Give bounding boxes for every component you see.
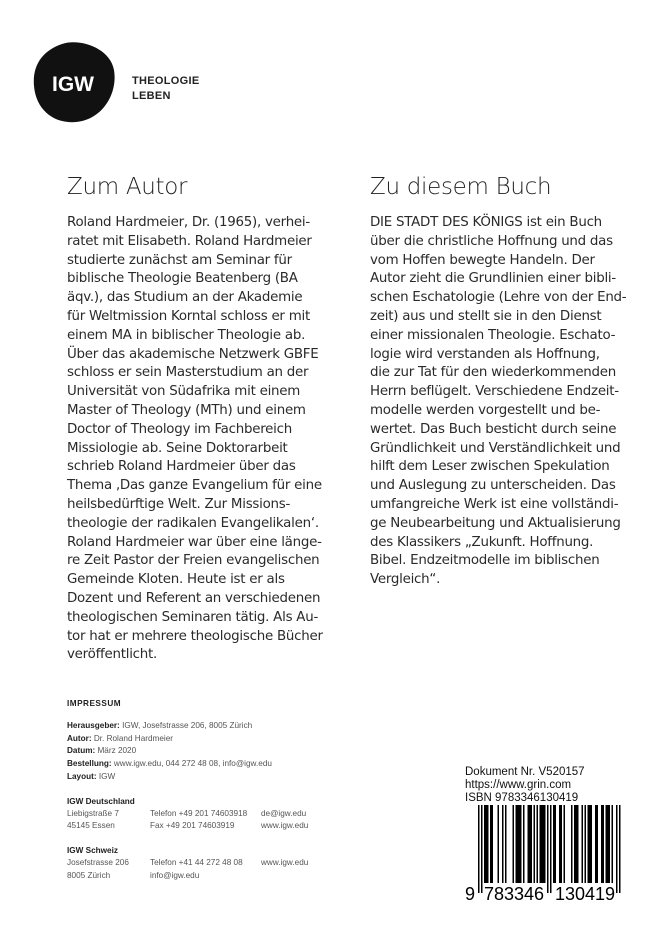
office-detail: www.igw.edu (261, 821, 309, 831)
document-info (465, 766, 585, 805)
barcode-bar (601, 805, 603, 883)
impressum-label: Datum: (67, 746, 96, 756)
barcode-bar (591, 805, 593, 883)
barcode-bar (487, 805, 489, 883)
office-details (67, 857, 308, 883)
text-line: und Auslegung zu unterscheiden. Das (370, 478, 616, 494)
about-book-section (370, 173, 626, 590)
impressum-value: Dr. Roland Hardmeier (93, 733, 174, 743)
barcode-bar (582, 805, 584, 883)
barcode-bar (589, 805, 591, 883)
text-line: für Weltmission Korntal schloss er mit (67, 308, 310, 324)
text-line: Roland Hardmeier, Dr. (1965), verhei- (67, 215, 310, 230)
text-line: heilsbedürftige Welt. Zur Missions- (67, 496, 291, 512)
barcode-bar (540, 805, 542, 883)
isbn-barcode (478, 805, 622, 893)
barcode-bar (492, 805, 494, 883)
barcode-bar (616, 805, 618, 893)
text-line: Universität von Südafrika mit einem (67, 384, 301, 400)
barcode-bar (564, 805, 566, 883)
impressum (67, 699, 308, 883)
office-detail: Telefon +49 201 74603918 (150, 808, 248, 818)
impressum-row (67, 771, 308, 784)
impressum-label: Bestellung: (67, 759, 112, 769)
impressum-label: Layout: (67, 771, 97, 781)
office-detail: info@igw.edu (150, 870, 200, 880)
barcode-bar (544, 805, 546, 883)
barcode-digits-left: 783346 (484, 884, 545, 904)
barcode-bar (519, 805, 521, 883)
barcode-bar (574, 805, 576, 883)
office-details (67, 808, 308, 834)
barcode-bar (537, 805, 539, 883)
text-line: tor hat er mehrere theologische Bücher (67, 628, 323, 644)
text-line: modelle werden vorgestellt und be- (370, 402, 601, 418)
office-detail: de@igw.edu (261, 808, 307, 818)
barcode-bar (505, 805, 507, 883)
text-line: äqv.), das Studium an der Akademie (67, 290, 303, 306)
barcode-bar (609, 805, 611, 883)
barcode-bar (585, 805, 587, 883)
barcode-bar (516, 805, 518, 883)
text-line: biblische Theologie Beatenberg (BA (67, 271, 298, 287)
impressum-value: IGW (98, 771, 116, 781)
text-line: logie wird verstanden als Hoffnung, (370, 346, 600, 362)
text-line: theologischen Seminaren tätig. Als Au- (67, 609, 319, 625)
barcode-bar (571, 805, 573, 883)
office-name: IGW Schweiz (67, 846, 118, 856)
text-line: veröffentlicht. (67, 647, 158, 663)
text-line: wertet. Das Buch besticht durch seine (370, 421, 617, 437)
barcode-bar (478, 805, 480, 893)
barcode-bar (606, 805, 608, 883)
barcode-bar (559, 805, 561, 883)
text-line: die zur Tat für den wiederkommenden (370, 365, 617, 381)
barcode-bar (576, 805, 578, 883)
impressum-row (67, 745, 308, 758)
impressum-label: Herausgeber: (67, 721, 120, 730)
barcode-bar (588, 805, 590, 883)
barcode-bar (612, 805, 614, 883)
text-line: über die christliche Hoffnung und das (370, 233, 613, 249)
barcode-bar (553, 805, 555, 883)
barcode-bar (528, 805, 530, 883)
barcode-bar (577, 805, 579, 883)
text-line: Bibel. Endzeitmodelle im biblischen (370, 553, 600, 569)
text-line: einer missionalen Theologie. Eschato- (370, 327, 616, 343)
about-author-section (67, 173, 323, 665)
barcode-bar (498, 805, 500, 883)
text-line: schloss er sein Masterstudium an der (67, 365, 309, 381)
text-line: Doctor of Theology im Fachbereich (67, 421, 292, 437)
office-detail: www.igw.edu (261, 858, 309, 868)
barcode-bar (541, 805, 543, 883)
barcode-bar (529, 805, 531, 883)
text-line: zeit) aus und stellt sie in den Dienst (370, 308, 602, 324)
barcode-bar (520, 805, 522, 883)
text-line: Gemeinde Kloten. Heute ist er als (67, 572, 285, 588)
barcode-bar (484, 805, 486, 883)
text-line: Dozent und Referent an verschiedenen (67, 590, 321, 606)
text-line: schen Eschatologie (Lehre von der End- (370, 290, 627, 306)
tagline-line: LEBEN (132, 90, 171, 102)
text-line: re Zeit Pastor der Freien evangelischen (67, 553, 320, 569)
impressum-row (67, 758, 308, 771)
barcode-bar (597, 805, 599, 883)
text-line: Herrn beflügelt. Verschiedene Endzeit- (370, 384, 619, 400)
office-detail: Josefstrasse 206 (67, 858, 129, 868)
about-book-text (370, 214, 626, 590)
impressum-value: IGW, Josefstrasse 206, 8005 Zürich (122, 721, 253, 730)
office-detail: Liebigstraße 7 (67, 808, 119, 818)
text-line: Vergleich“. (370, 572, 441, 588)
barcode-bar (619, 805, 621, 893)
barcode-bar (490, 805, 492, 883)
office-detail (261, 870, 308, 883)
barcode-bar (595, 805, 597, 883)
barcode-bar (486, 805, 488, 883)
office-detail: 45145 Essen (67, 821, 115, 831)
about-author-text (67, 214, 323, 665)
barcode-bar (550, 805, 552, 893)
text-line: einem MA in biblischer Theologie ab. (67, 327, 306, 343)
impressum-label: Autor: (67, 733, 92, 743)
impressum-value: März 2020 (97, 746, 137, 756)
office-detail: 8005 Zürich (67, 870, 111, 880)
text-line: Roland Hardmeier war über eine länge- (67, 534, 322, 550)
document-number: Dokument Nr. V520157 (465, 766, 585, 778)
text-line: des Klassikers „Zukunft. Hoffnung. (370, 534, 594, 550)
barcode-digits-right: 130419 (555, 884, 616, 904)
barcode-bar (547, 805, 549, 893)
text-line: umfangreiche Werk ist eine vollständi- (370, 496, 619, 512)
impressum-row (67, 720, 308, 733)
text-line: vom Hoffen bewegte Handeln. Der (370, 252, 595, 268)
about-author-heading: Zum Autor (67, 174, 188, 200)
text-line: DIE STADT DES KÖNIGS ist ein Buch (370, 215, 602, 230)
office-name: IGW Deutschland (67, 796, 135, 806)
impressum-row (67, 733, 308, 746)
igw-logo-icon (32, 40, 116, 124)
text-line: Über das akademische Netzwerk GBFE (67, 346, 319, 362)
barcode-bar (531, 805, 533, 883)
impressum-title: IMPRESSUM (67, 699, 122, 708)
publisher-url: https://www.grin.com (465, 779, 572, 791)
text-line: ge Neubearbeitung und Aktualisierung (370, 515, 621, 531)
barcode-bar (534, 805, 536, 883)
impressum-value: www.igw.edu, 044 272 48 08, info@igw.edu (113, 759, 272, 769)
barcode-bar (502, 805, 504, 883)
barcode-bar (555, 805, 557, 883)
text-line: Autor zieht die Grundlinien einer bibli- (370, 271, 616, 287)
text-line: Missiologie ab. Seine Doktorarbeit (67, 440, 288, 456)
svg-text:IGW: IGW (52, 73, 94, 96)
isbn: ISBN 9783346130419 (465, 792, 579, 804)
text-line: theologie der radikalen Evangelikalen‘. (67, 515, 319, 531)
about-book-heading: Zu diesem Buch (370, 174, 552, 200)
text-line: Thema ‚Das ganze Evangelium für eine (67, 478, 322, 494)
barcode-bar (517, 805, 519, 883)
barcode-bar (561, 805, 563, 883)
barcode-bar (543, 805, 545, 883)
text-line: ratet mit Elisabeth. Roland Hardmeier (67, 233, 312, 249)
text-line: Gründlichkeit und Verständlichkeit und (370, 440, 621, 456)
barcode-bar (481, 805, 483, 893)
barcode-bar (523, 805, 525, 883)
barcode-bar (603, 805, 605, 883)
barcode-bar (513, 805, 515, 883)
text-line: studierte zunächst am Seminar für (67, 252, 292, 268)
barcode-digit-first: 9 (465, 884, 476, 904)
tagline-line: THEOLOGIE (132, 75, 200, 87)
logo-tagline (132, 74, 199, 104)
text-line: hilft dem Leser zwischen Spekulation (370, 459, 610, 475)
barcode-bar (607, 805, 609, 883)
office-detail: Telefon +41 44 272 48 08 (150, 858, 243, 868)
office-detail: Fax +49 201 74603919 (150, 821, 235, 831)
text-line: schrieb Roland Hardmeier über das (67, 459, 296, 475)
text-line: Master of Theology (MTh) und einem (67, 402, 306, 418)
